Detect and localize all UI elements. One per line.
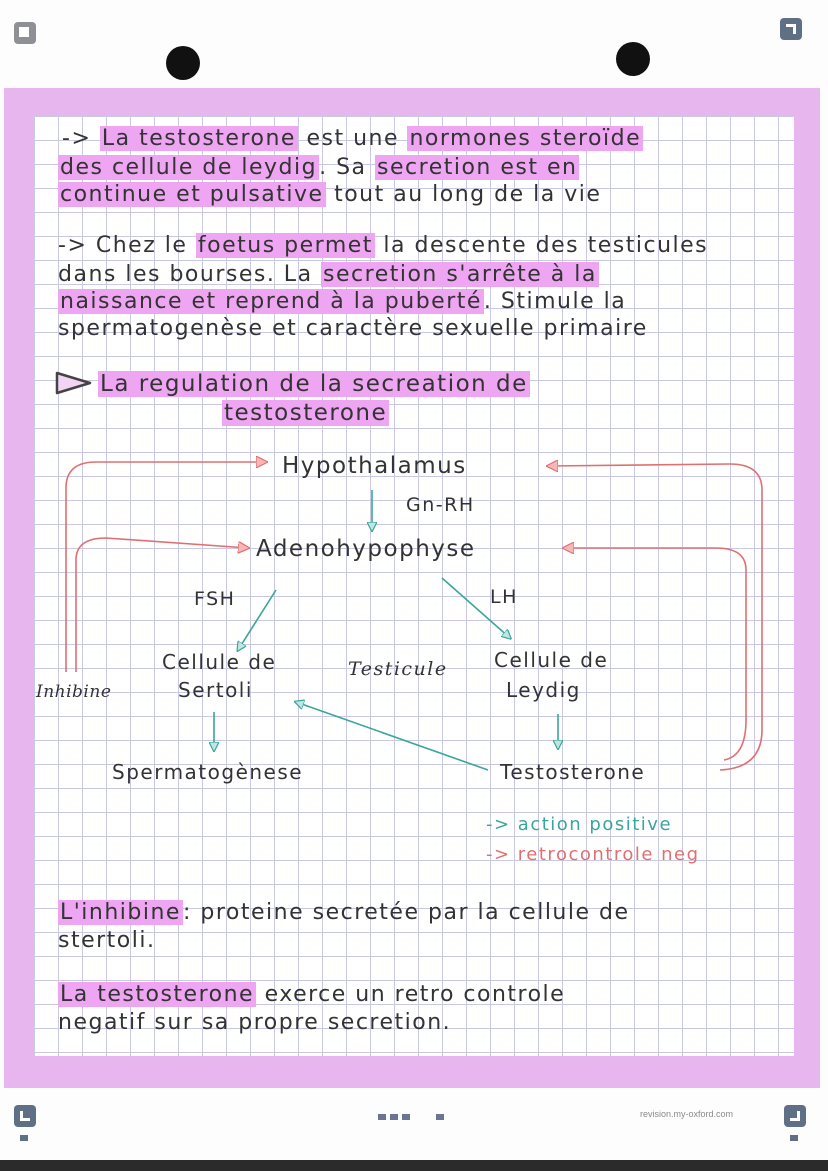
para3-text: : proteine secretée par la cellule de: [182, 900, 630, 925]
footer-url[interactable]: revision.my-oxford.com: [640, 1109, 734, 1119]
label-testicule: Testicule: [348, 658, 448, 680]
label-hypothalamus: Hypothalamus: [282, 453, 467, 479]
footer-dot-2: [390, 1114, 398, 1120]
label-fsh: FSH: [194, 588, 236, 610]
label-leydig-line1: Cellule de: [494, 648, 609, 672]
para1-line3-text: tout au long de la vie: [325, 182, 602, 207]
para1-line2-hl-2: secretion est en: [377, 155, 578, 180]
para3-hl: L'inhibine: [60, 900, 181, 925]
label-sertoli-line1: Cellule de: [162, 650, 277, 674]
footer-dot-1: [378, 1114, 386, 1120]
footer-dot-4: [436, 1114, 444, 1120]
label-adenohypophyse: Adenohypophyse: [256, 536, 476, 562]
label-inhibine: Inhibine: [36, 682, 112, 702]
para4-line1: [58, 984, 565, 1006]
para1-line2-hl-1: des cellule de leydig: [60, 155, 318, 180]
label-gnrh: Gn-RH: [406, 494, 475, 516]
para1-line3-hl: continue et pulsative: [60, 182, 324, 207]
label-lh: LH: [490, 586, 518, 608]
para2-line3-text: . Stimule la: [483, 289, 627, 314]
legend-negative: -> retrocontrole neg: [486, 844, 700, 865]
label-leydig-line2: Leydig: [506, 678, 581, 702]
para4-line2: negatif sur sa propre secretion.: [58, 1010, 452, 1035]
arrow-inhibine-hypothalamus: [66, 462, 266, 672]
para2-prefix: -> Chez le: [58, 233, 196, 258]
para2-line3-hl: naissance et reprend à la puberté: [60, 289, 482, 314]
para2-line2-text: dans les bourses. La: [58, 262, 322, 287]
arrow-testosterone-hypothalamus: [548, 464, 762, 770]
para3-line2: stertoli.: [58, 928, 156, 953]
para2-line4-text: spermatogenèse et caractère sexuelle primaire: [58, 316, 648, 341]
heading-line2-text: testosterone: [224, 400, 388, 426]
bottom-edge: [0, 1160, 828, 1171]
footer-dot-3: [402, 1114, 410, 1120]
para1-hl-1: La testosterone: [101, 126, 296, 151]
para3-line1: [58, 902, 630, 924]
para1-text-1: est une: [297, 126, 408, 151]
arrow-testosterone-sertoli: [296, 702, 488, 770]
para2-hl-1: foetus permet: [197, 233, 373, 258]
label-sertoli-line2: Sertoli: [178, 678, 253, 702]
para2-line2-hl: secretion s'arrête à la: [323, 262, 597, 287]
label-testosterone: Testosterone: [500, 760, 646, 784]
para1-prefix: ->: [62, 126, 92, 151]
para1-line2-text: . Sa: [319, 155, 376, 180]
label-spermatogenese: Spermatogènese: [112, 760, 304, 784]
para4-text: exerce un retro controle: [256, 982, 566, 1007]
para1-hl-2: normones steroïde: [409, 126, 642, 151]
para4-hl: La testosterone: [60, 982, 255, 1007]
arrow-fsh-sertoli: [238, 590, 276, 650]
heading-line1-text: La regulation de la secreation de: [100, 371, 528, 397]
para2-text-1: la descente des testicules: [374, 233, 709, 258]
legend-positive: -> action positive: [486, 814, 673, 835]
